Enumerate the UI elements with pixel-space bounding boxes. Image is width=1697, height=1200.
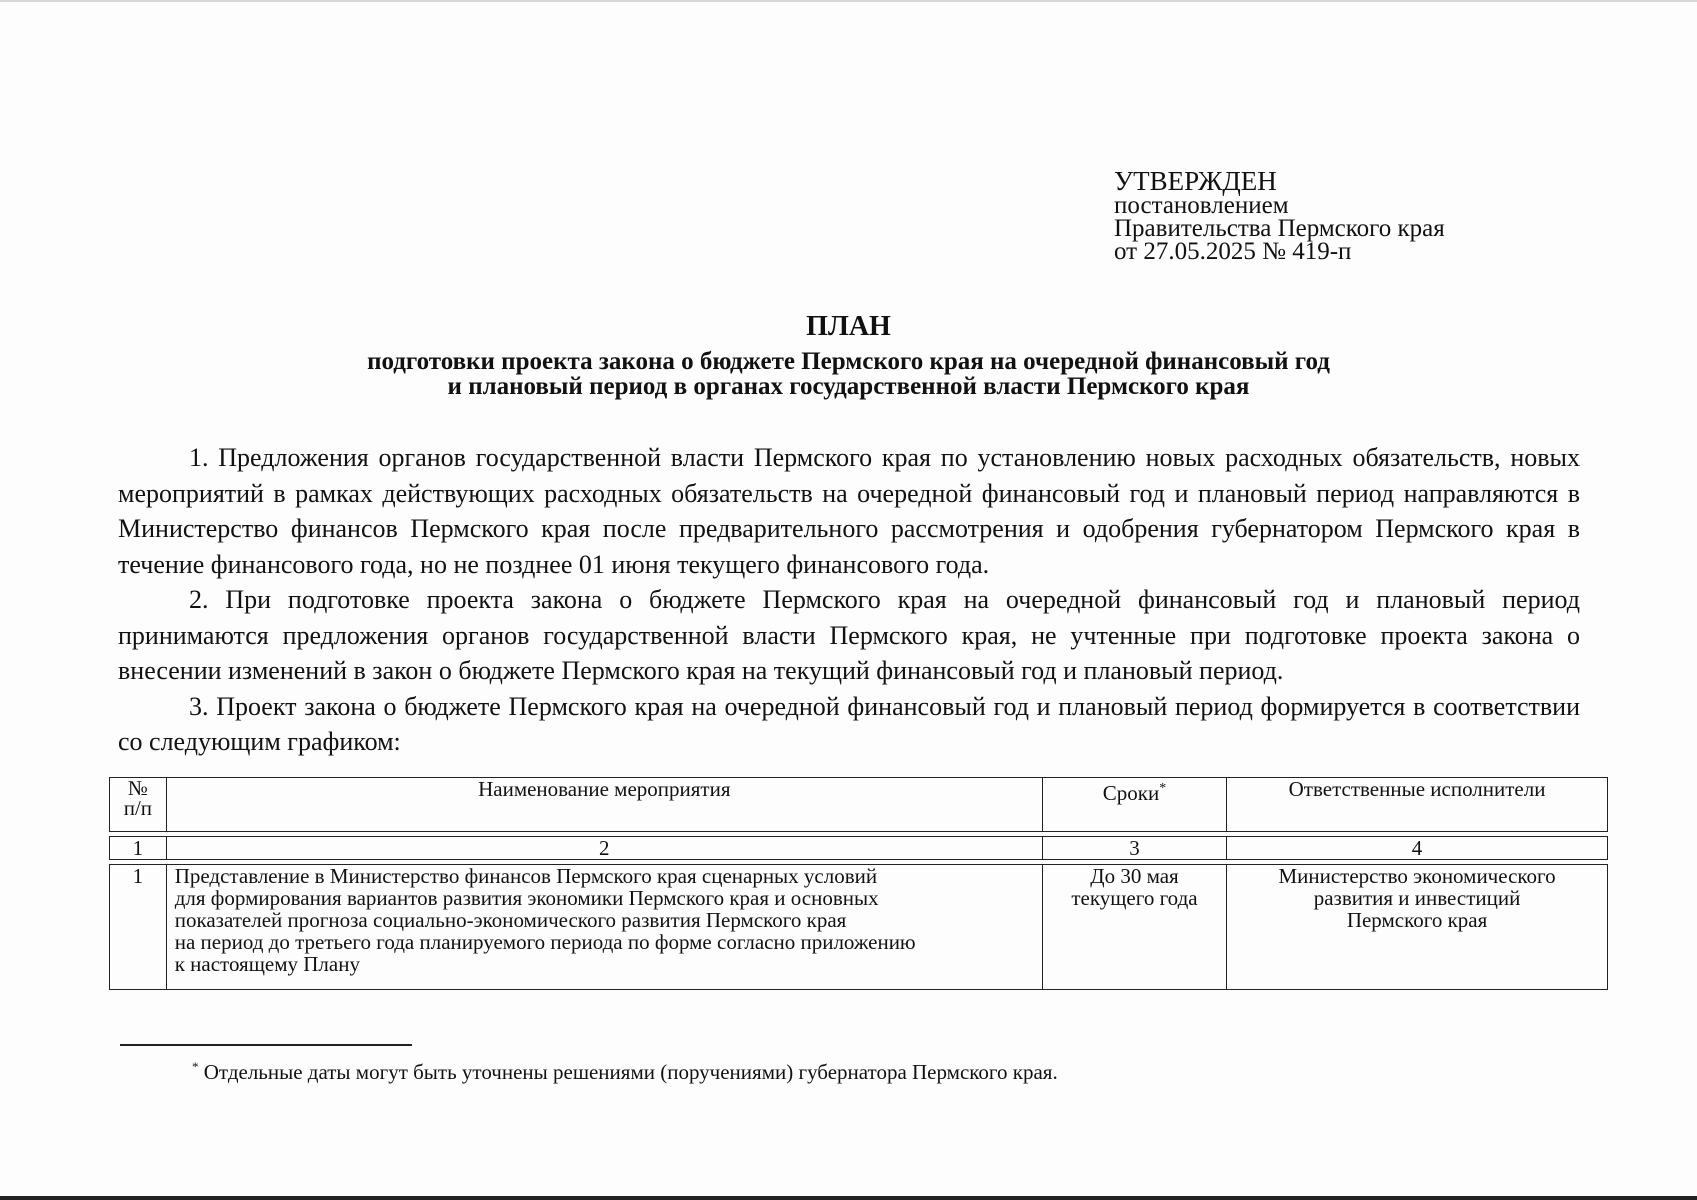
- header-timing: Сроки*: [1043, 777, 1227, 832]
- scan-top-edge: [0, 0, 1697, 2]
- footnote-divider: [120, 1044, 412, 1046]
- document-subtitle: [0, 349, 1697, 399]
- subtitle-line: и плановый период в органах государственной власти Пермского края: [447, 373, 1250, 400]
- paragraph-3: 3. Проект закона о бюджете Пермского края на очередной финансовый год и плановый период формируется в соответствии со следующим графиком:: [118, 691, 1580, 756]
- table-header-row: [109, 777, 1608, 832]
- footnote: [192, 1059, 1058, 1085]
- footnote-marker: *: [1159, 781, 1167, 796]
- row-timing: До 30 мая текущего года: [1043, 864, 1227, 990]
- subtitle-line: подготовки проекта закона о бюджете Пермского края на очередной финансовый год: [367, 348, 1330, 375]
- header-number: № п/п: [109, 777, 167, 832]
- schedule-table: [109, 773, 1608, 994]
- approval-line: постановлением: [1114, 192, 1289, 219]
- row-number: 1: [109, 864, 167, 990]
- scan-bottom-edge: [0, 1196, 1697, 1200]
- index-cell: 1: [109, 836, 167, 860]
- approval-stamp-block: [1114, 168, 1445, 263]
- index-cell: 4: [1227, 836, 1608, 860]
- approval-title: УТВЕРЖДЕН: [1114, 166, 1277, 196]
- approval-line: Правительства Пермского края: [1114, 215, 1445, 242]
- paragraph-1: 1. Предложения органов государственной власти Пермского края по установлению новых расходных обязательств, новых мероприятий в рамках действующих расходных обязательств на очередной финансовый год и плановый период направляются в Министерство финансов Пермского края после предварительного рассмотрения и одобрения губернатором Пермского края в течение финансового года, но не позднее 01 июня текущего финансового года.: [118, 443, 1580, 579]
- table-row: [109, 864, 1608, 990]
- body-text: [118, 440, 1580, 760]
- approval-date-number: от 27.05.2025 № 419-п: [1114, 238, 1352, 265]
- header-name: Наименование мероприятия: [167, 777, 1043, 832]
- paragraph-2: 2. При подготовке проекта закона о бюджете Пермского края на очередной финансовый год и плановый период принимаются предложения органов государственной власти Пермского края, не учтенные при подготовке проекта закона о внесении изменений в закон о бюджете Пермского края на текущий финансовый год и плановый период.: [118, 585, 1580, 685]
- footnote-text: Отдельные даты могут быть уточнены решениями (поручениями) губернатора Пермского края.: [203, 1060, 1058, 1084]
- header-executors: Ответственные исполнители: [1227, 777, 1608, 832]
- document-title: ПЛАН: [806, 311, 891, 342]
- row-activity: Представление в Министерство финансов Пермского края сценарных условий для формирования вариантов развития экономики Пермского края и основных показателей прогноза социально-экономического развития Пермского края на период до третьего года планируемого периода по форме согласно приложению к настоящему Плану: [167, 864, 1043, 990]
- index-cell: 3: [1043, 836, 1227, 860]
- table-index-row: [109, 836, 1608, 860]
- index-cell: 2: [167, 836, 1043, 860]
- footnote-marker: *: [192, 1059, 199, 1074]
- row-executors: Министерство экономического развития и инвестиций Пермского края: [1227, 864, 1608, 990]
